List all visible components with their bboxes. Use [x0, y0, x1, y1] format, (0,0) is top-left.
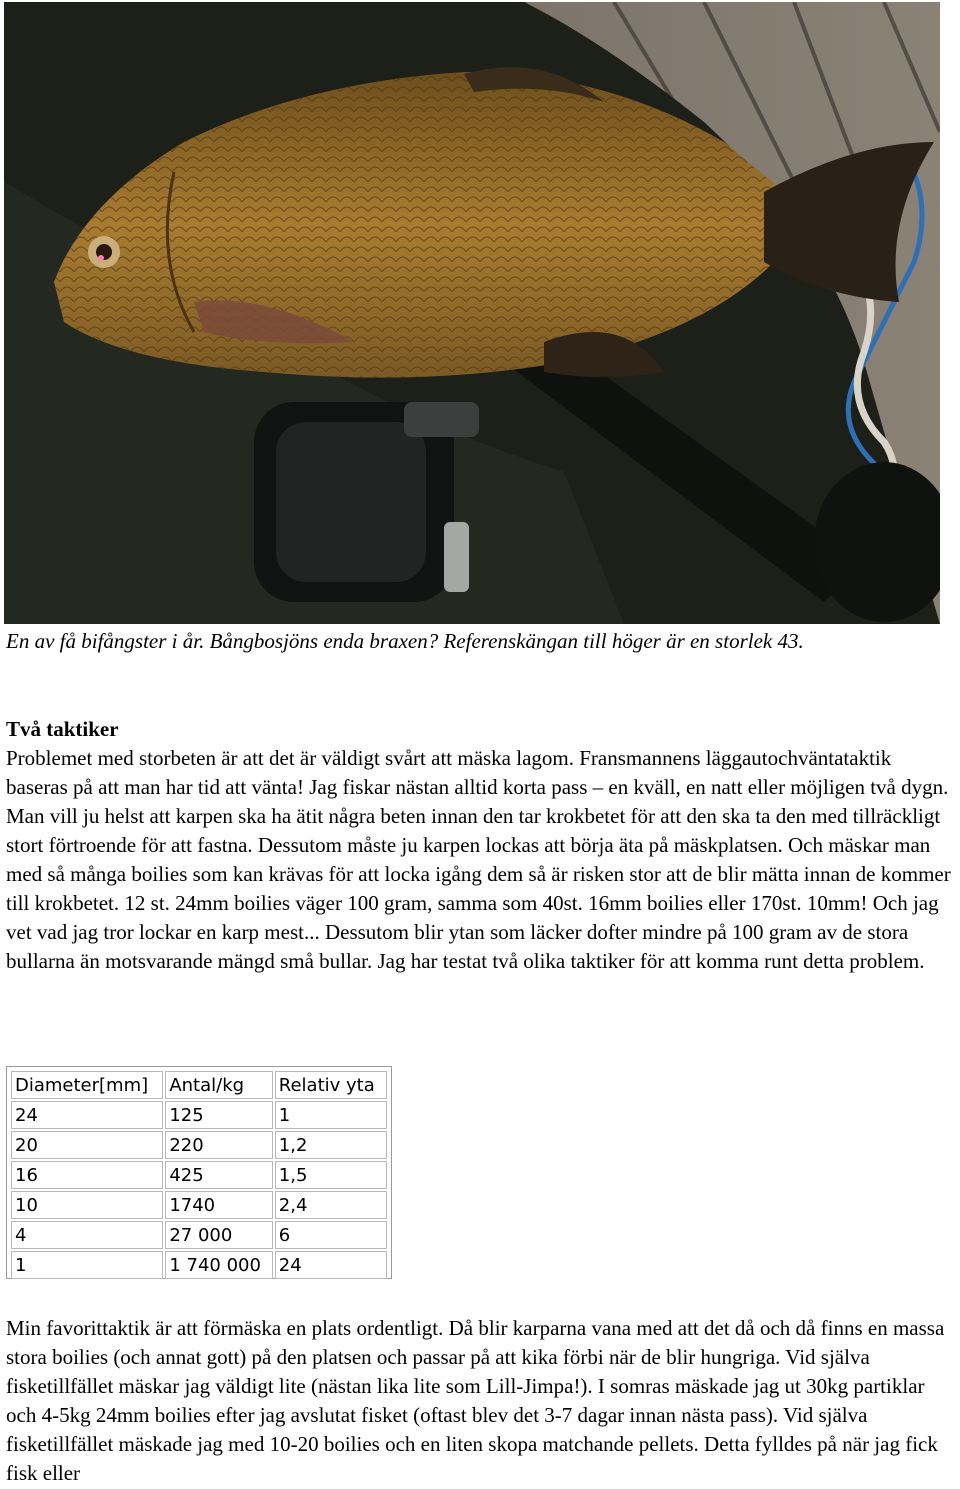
cell-count: 220: [165, 1131, 272, 1159]
cell-relative-area: 24: [275, 1251, 387, 1279]
section-paragraph: Problemet med storbeten är att det är väldigt svårt att mäska lagom. Fransmannens läggautochväntataktik baseras på att man har tid att vänta! Jag fiskar nästan alltid korta pass – en kväll, en natt eller möjligen två dygn. Man vill ju helst att karpen ska ha ätit några beten innan den tar krokbetet för att den ska ta den med tillräckligt stort förtroende för att fastna. Dessutom måste ju karpen lockas att börja äta på mäskplatsen. Och mäskar man med så många boilies som kan krävas för att locka igång dem så är risken stor att de blir mätta innan de kommer till krokbetet. 12 st. 24mm boilies väger 100 gram, samma som 40st. 16mm boilies eller 170st. 10mm! Och jag vet vad jag tror lockar en karp mest... Dessutom blir ytan som läcker dofter mindre på 100 gram av de stora bullarna än motsvarande mängd små bullar. Jag har testat två olika taktiker för att komma runt detta problem.: [6, 746, 951, 973]
favorite-tactic-paragraph: Min favorittaktik är att förmäska en plats ordentligt. Då blir karparna vana med att det då och då finns en massa stora boilies (och annat gott) på den platsen och passar på att kika förbi när de blir hungriga. Vid själva fisketillfället mäskar jag väldigt lite (nästan lika lite som Lill-Jimpa!). I somras mäskade jag ut 30kg partiklar och 4-5kg 24mm boilies efter jag avslutat fisket (oftast blev det 3-7 dagar innan nästa pass). Vid själva fisketillfället mäskade jag med 10-20 boilies och en liten skopa matchande pellets. Detta fylldes på när jag fick fisk eller: [6, 1316, 945, 1485]
cell-relative-area: 6: [275, 1221, 387, 1249]
fish-photo: [4, 2, 940, 624]
cell-relative-area: 1,5: [275, 1161, 387, 1189]
cell-diameter: 4: [11, 1221, 163, 1249]
section-heading: Två taktiker: [6, 717, 119, 741]
column-header-count: Antal/kg: [165, 1071, 272, 1099]
favorite-tactic-section: [6, 1314, 958, 1488]
table-row: [11, 1101, 387, 1129]
cell-relative-area: 2,4: [275, 1191, 387, 1219]
table-row: [11, 1221, 387, 1249]
photo-caption: En av få bifångster i år. Bångbosjöns enda braxen? Referenskängan till höger är en storlek 43.: [6, 629, 804, 653]
column-header-relative-area: Relativ yta: [275, 1071, 387, 1099]
cell-relative-area: 1,2: [275, 1131, 387, 1159]
table-row: [11, 1161, 387, 1189]
cell-count: 125: [165, 1101, 272, 1129]
cell-count: 27 000: [165, 1221, 272, 1249]
cell-count: 1740: [165, 1191, 272, 1219]
cell-diameter: 20: [11, 1131, 163, 1159]
table-header-row: [11, 1071, 387, 1099]
cell-diameter: 16: [11, 1161, 163, 1189]
cell-count: 425: [165, 1161, 272, 1189]
column-header-diameter: Diameter[mm]: [11, 1071, 163, 1099]
table-row: [11, 1191, 387, 1219]
cell-relative-area: 1: [275, 1101, 387, 1129]
boilie-table: [9, 1069, 389, 1281]
table-row: [11, 1251, 387, 1279]
table-row: [11, 1131, 387, 1159]
cell-diameter: 1: [11, 1251, 163, 1279]
cell-count: 1 740 000: [165, 1251, 272, 1279]
boilie-table-container: [6, 1066, 392, 1279]
cell-diameter: 10: [11, 1191, 163, 1219]
cell-diameter: 24: [11, 1101, 163, 1129]
tactics-section: [6, 714, 958, 976]
